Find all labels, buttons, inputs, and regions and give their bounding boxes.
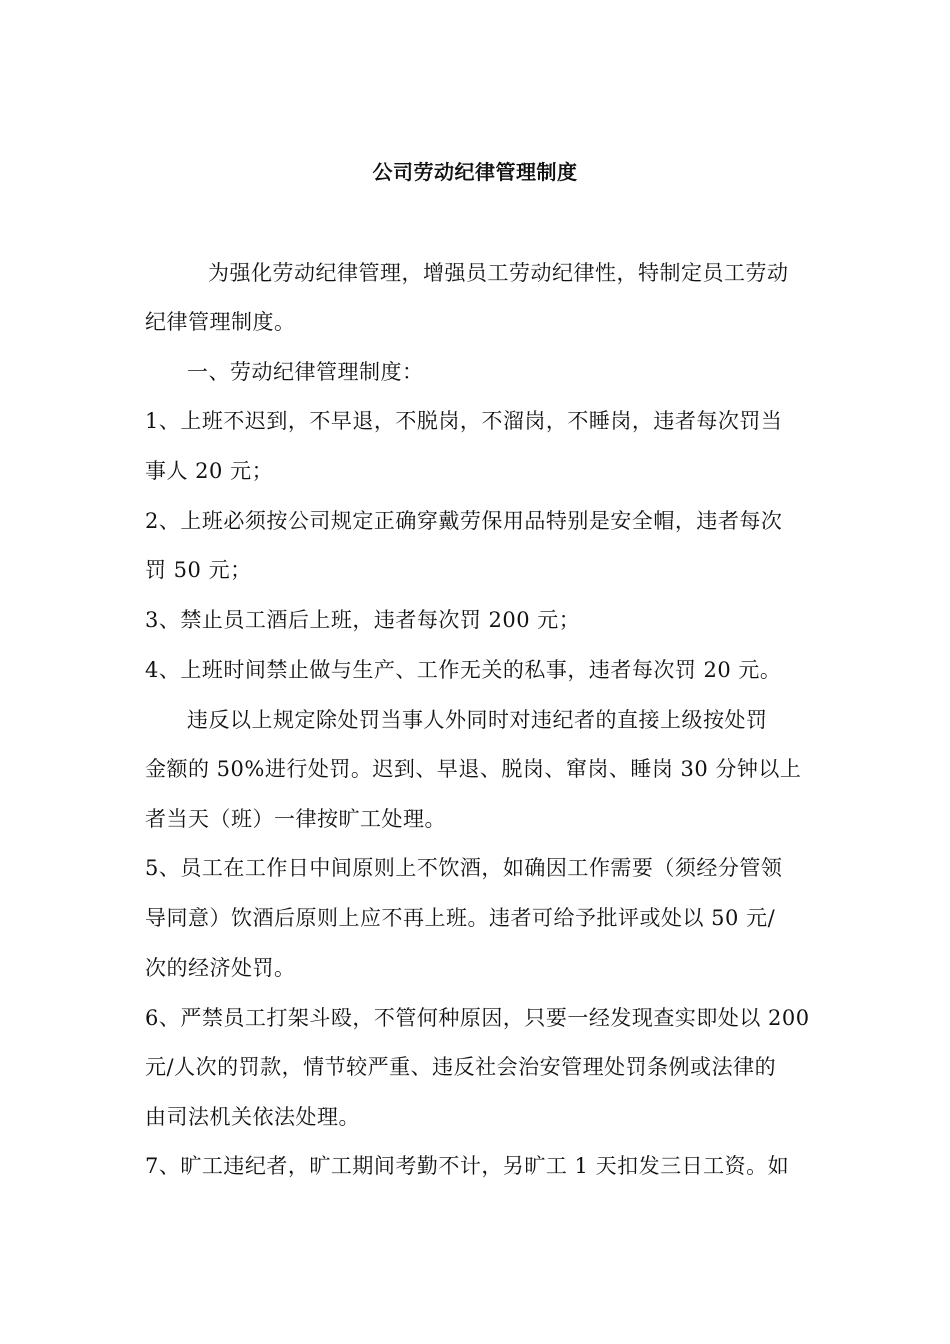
list-item-line: 6、严禁员工打架斗殴，不管何种原因，只要一经发现查实即处以 200: [145, 1006, 810, 1030]
list-item-line: 元/人次的罚款，情节较严重、违反社会治安管理处罚条例或法律的: [145, 1055, 777, 1079]
list-item-line: 2、上班必须按公司规定正确穿戴劳保用品特别是安全帽，违者每次: [145, 509, 783, 533]
paragraph-line: 纪律管理制度。: [145, 310, 296, 334]
paragraph-line: 为强化劳动纪律管理，增强员工劳动纪律性，特制定员工劳动: [208, 261, 789, 285]
paragraph-line: 者当天（班）一律按旷工处理。: [145, 807, 446, 831]
paragraph-line: 违反以上规定除处罚当事人外同时对违纪者的直接上级按处罚: [187, 708, 768, 732]
list-item-line: 5、员工在工作日中间原则上不饮酒，如确因工作需要（须经分管领: [145, 856, 783, 880]
list-item-line: 事人 20 元；: [145, 459, 274, 483]
list-item-line: 导同意）饮酒后原则上应不再上班。违者可给予批评或处以 50 元/: [145, 906, 776, 930]
document-title: 公司劳动纪律管理制度: [372, 160, 578, 184]
list-item-line: 次的经济处罚。: [145, 956, 296, 980]
list-item-line: 由司法机关依法处理。: [145, 1105, 360, 1129]
section-heading: 一、劳动纪律管理制度：: [187, 360, 424, 384]
list-item-line: 1、上班不迟到，不早退，不脱岗，不溜岗，不睡岗，违者每次罚当: [145, 409, 783, 433]
list-item-line: 罚 50 元；: [145, 558, 252, 582]
list-item-line: 3、禁止员工酒后上班，违者每次罚 200 元；: [145, 608, 581, 632]
paragraph-line: 金额的 50%进行处罚。迟到、早退、脱岗、窜岗、睡岗 30 分钟以上: [145, 757, 802, 781]
list-item-line: 4、上班时间禁止做与生产、工作无关的私事，违者每次罚 20 元。: [145, 658, 782, 682]
list-item-line: 7、旷工违纪者，旷工期间考勤不计，另旷工 1 天扣发三日工资。如: [145, 1154, 790, 1178]
